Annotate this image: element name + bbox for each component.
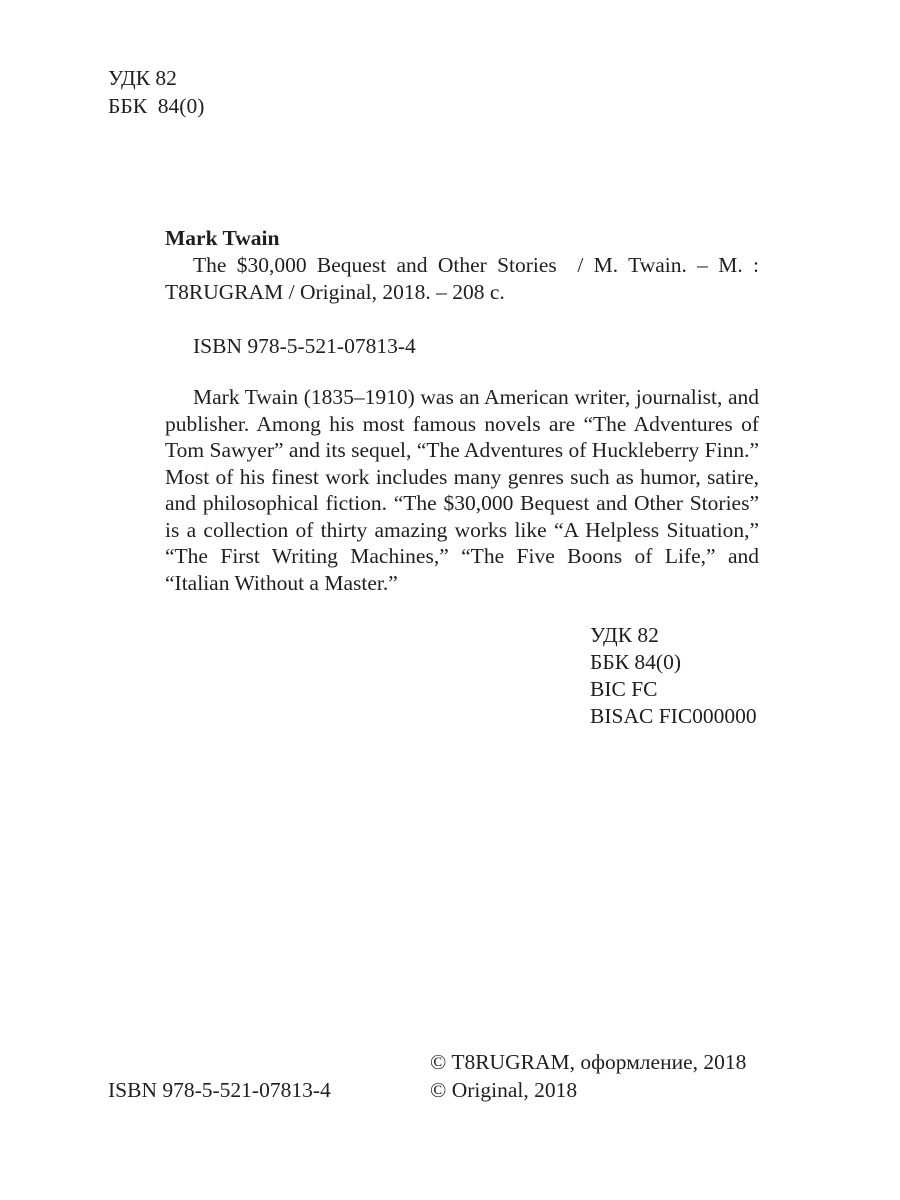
udk-code-right: УДК 82 [590,623,659,647]
udk-code: УДК 82 [108,66,177,90]
copyright-design: © T8RUGRAM, оформление, 2018 [430,1050,747,1074]
annotation: Mark Twain (1835–1910) was an American writer, journalist, and publisher. Among his most famous novels are “The Adventures of Tom Sawyer” and its sequel, “The Adventures of Huckleberry Finn.” Most of his finest work includes many genres such as humor, satire, and philosophical fiction. “The $30,000 Bequest and Other Stories” is a collection of thirty amazing works like “A Helpless Situation,” “The First Writing Machines,” “The Five Boons of Life,” and “Italian Without a Master.” [165,385,759,595]
bisac-code: BISAC FIC000000 [590,704,757,728]
copyright-notices [430,1048,746,1104]
bbk-code-right: ББК 84(0) [590,650,681,674]
footer-isbn: ISBN 978-5-521-07813-4 [108,1078,331,1102]
bbk-code: ББК 84(0) [108,94,205,118]
bic-code: BIC FC [590,677,658,701]
bibliographic-description: The $30,000 Bequest and Other Stories / M. Twain. – M. : T8RUGRAM / Original, 2018. – 208 c. [165,253,764,304]
author-name: Mark Twain [165,226,280,250]
bibliographic-record [165,224,764,596]
top-classification-codes [108,64,204,120]
classification-codes [590,622,757,730]
isbn: ISBN 978-5-521-07813-4 [193,334,416,358]
copyright-original: © Original, 2018 [430,1078,578,1102]
